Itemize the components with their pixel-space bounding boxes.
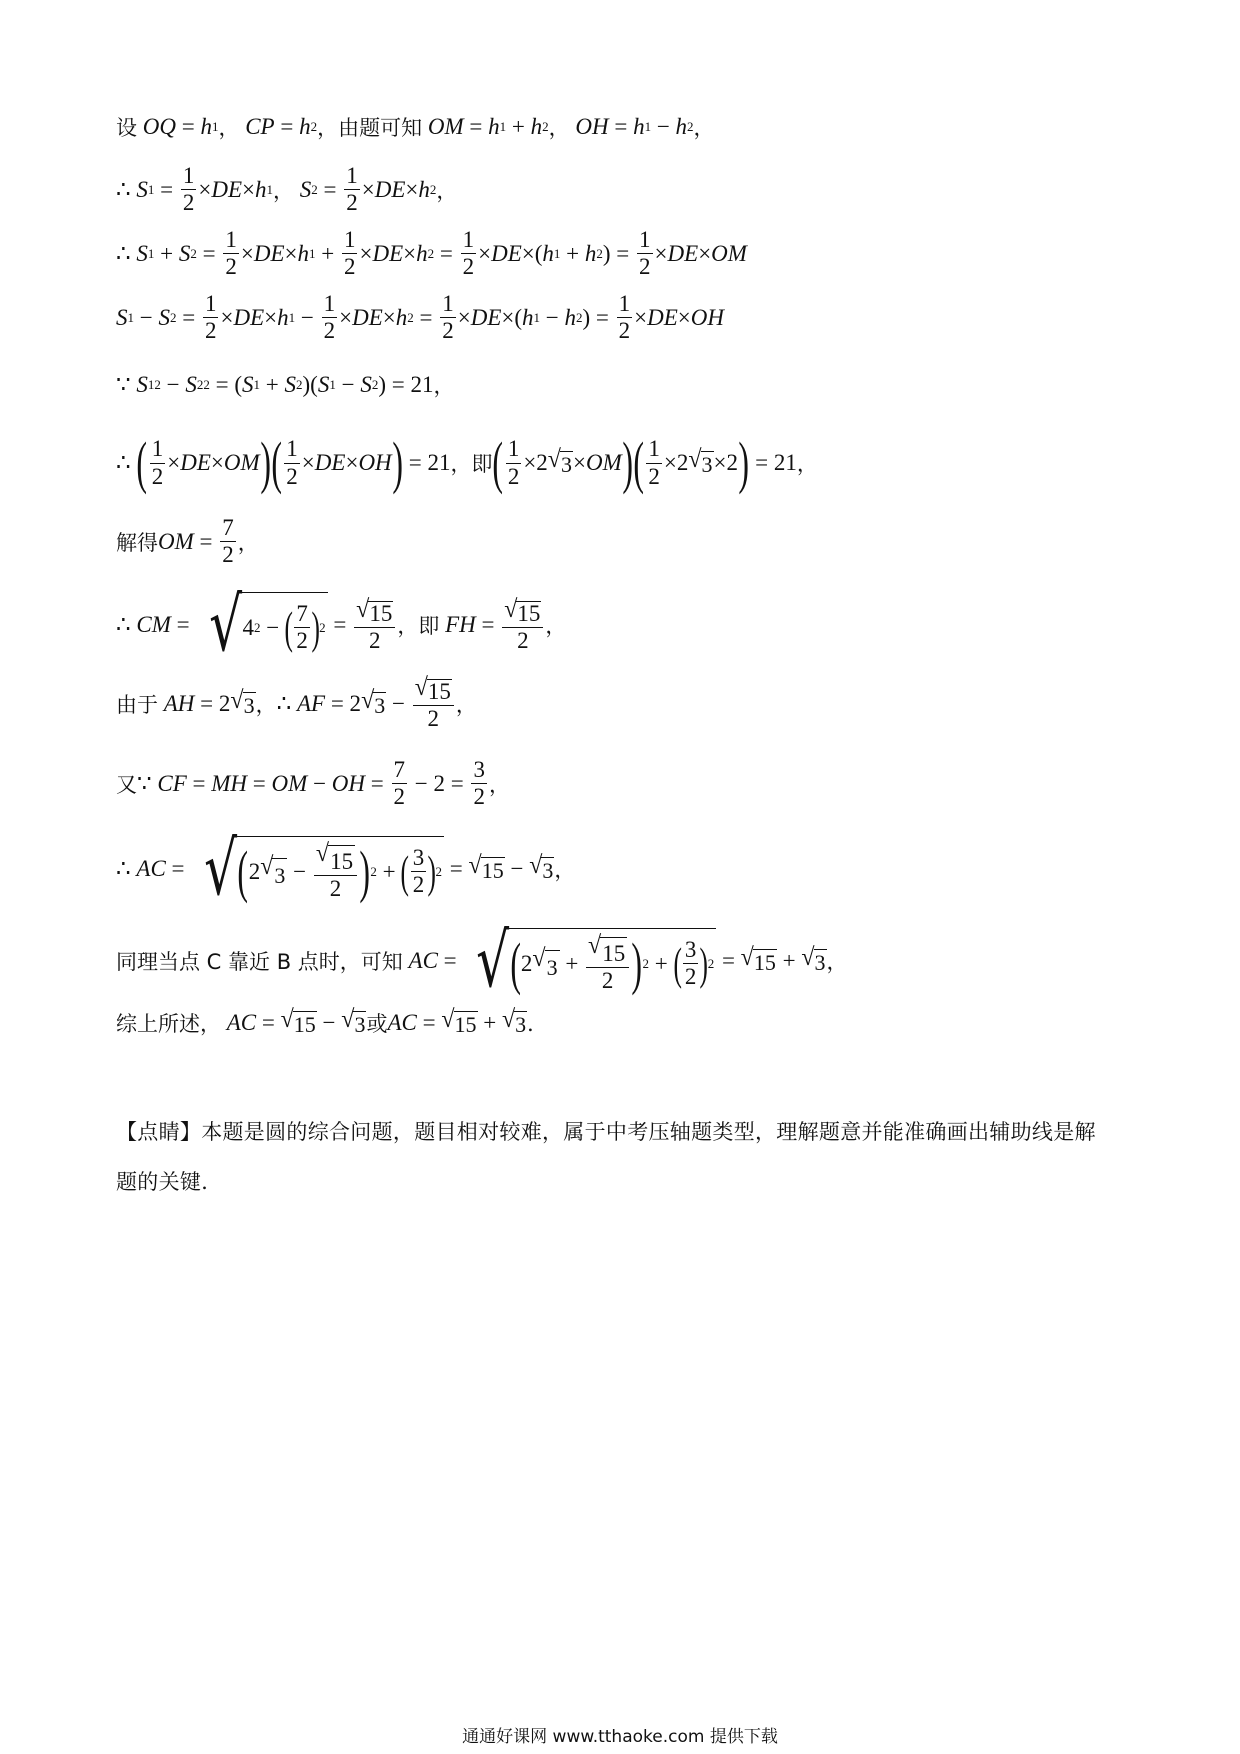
text-you: 又	[116, 772, 137, 797]
solution-line-3: ∴ S 1 + S 2 = $\frac{1}{2}$ × DE × h 1 + $\frac{1}{2}$ × DE × h 2 = $\frac{1}{2}$ × DE ×( h 1 + h 2 ) = $\frac{1}{2}$ × DE × OM	[116, 227, 747, 280]
text-youtikezhi: 由题可知	[338, 116, 423, 140]
text-ji: 即	[471, 452, 493, 476]
text-huo: 或	[366, 1012, 388, 1036]
note-line-1: 【点睛】本题是圆的综合问题，题目相对较难，属于中考压轴题类型，理解题意并能准确画出辅助线是解	[116, 1120, 1096, 1144]
solution-line-5: ∵ S 1 2 − S 2 2 = ( S 1 + S 2 )( S 1 − S 2 ) = 21 ，	[116, 372, 455, 398]
text-youyu: 由于	[116, 692, 158, 717]
solution-line-12: 同理当点 C 靠近 B 点时，可知 AC = √ ( 2 √ 3 + √ 15 2 ) 2 + ( $\frac{3}{2}$ ) 2 = √ 15 + √ 3 ，	[116, 918, 848, 1004]
text-zongshang: 综上所述，	[116, 1012, 221, 1036]
solution-line-7: 解得 OM = $\frac{7}{2}$ ，	[116, 515, 259, 568]
solution-line-11: ∴ AC = √ ( 2 √ 3 − √ 15 2 ) 2 + ( $\frac{3}{2}$ ) 2 = √ 15 − √ 3 ，	[116, 826, 576, 912]
text-tongli: 同理当点 C 靠近 B 点时，可知	[116, 950, 403, 975]
text-jiede: 解得	[116, 530, 158, 555]
solution-line-13: 综上所述， AC = √ 15 − √ 3 或 AC = √ 15 + √ 3 ．	[116, 1006, 549, 1037]
solution-line-1: 设 OQ = h 1 ， CP = h 2 ， 由题可知 OM = h 1 + h 2 ， OH = h 1 − h 2 ，	[116, 114, 715, 140]
solution-line-2: ∴ S 1 = $\frac{1}{2}$ × DE × h 1 ， S 2 = $\frac{1}{2}$ × DE × h 2 ，	[116, 163, 458, 216]
solution-line-9: 由于 AH = 2 √ 3 ， ∴ AF = 2 √ 3 − √ 15 2 ，	[116, 674, 477, 732]
note-line-2: 题的关键．	[116, 1170, 223, 1194]
text-she: 设	[116, 116, 137, 140]
solution-line-10: 又 ∵ CF = MH = OM − OH = $\frac{7}{2}$ − 2 = $\frac{3}{2}$ ，	[116, 757, 510, 810]
solution-line-4: S 1 − S 2 = $\frac{1}{2}$ × DE × h 1 − $\frac{1}{2}$ × DE × h 2 = $\frac{1}{2}$ × DE ×( h 1 − h 2 ) = $\frac{1}{2}$ × DE × OH	[116, 291, 725, 344]
page-footer: 通通好课网 www.tthaoke.com 提供下载	[462, 1727, 778, 1747]
solution-line-8: ∴ CM = √ 4 2 − ( $\frac{7}{2}$ ) 2 = √ 15 2 ， 即 FH = √ 15 2 ，	[116, 582, 567, 668]
solution-line-6: ∴ ( $\frac{1}{2}$ × DE × OM ) ( $\frac{1}{2}$ × DE × OH ) = 21 ， 即 ( $\frac{1}{2}$ ×2 √ 3 × OM ) ( $\frac{1}{2}$ ×2 √ 3 ×2 ) = 21 ，	[116, 430, 818, 495]
